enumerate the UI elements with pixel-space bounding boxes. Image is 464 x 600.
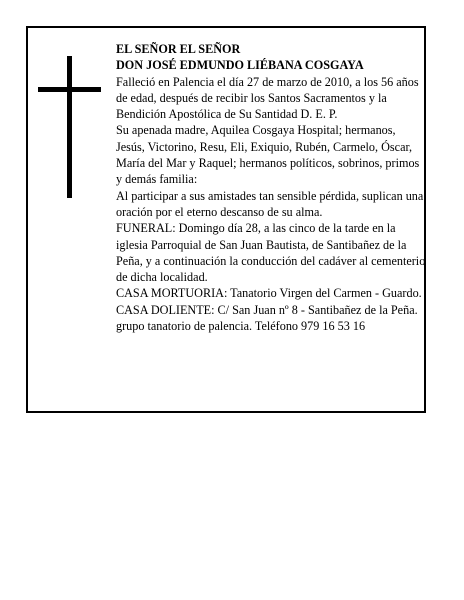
cross-icon [38,56,98,198]
cross-horizontal-bar [38,87,101,92]
prayer-request: Al participar a sus amistades tan sensible pérdida, suplican una oración por el eterno descanso de su alma. [116,188,424,219]
obituary-text [116,41,426,334]
obituary-notice [26,26,426,413]
death-announcement: Falleció en Palencia el día 27 de marzo de 2010, a los 56 años de edad, después de recibir los Santos Sacramentos y la Bendición Apostólica de Su Santidad D. E. P. [116,74,419,122]
family-list: Su apenada madre, Aquilea Cosgaya Hospital; hermanos, Jesús, Victorino, Resu, Eli, Exiquio, Rubén, Carmelo, Óscar, María del Mar y Raquel; hermanos políticos, sobrinos, primos y demás familia: [116,123,420,187]
heading-title: EL SEÑOR EL SEÑOR [116,42,241,56]
funeral-details: FUNERAL: Domingo día 28, a las cinco de la tarde en la iglesia Parroquial de San Juan Bautista, de Santibañez de la Peña, y a continuación la conducción del cadáver al cementerio de dicha localidad. [116,221,426,285]
contact-footer: grupo tanatorio de palencia. Teléfono 979 16 53 16 [116,319,366,334]
cross-vertical-bar [67,56,72,198]
deceased-name: DON JOSÉ EDMUNDO LIÉBANA COSGAYA [116,58,364,73]
family-home: CASA DOLIENTE: C/ San Juan nº 8 - Santibañez de la Peña. [116,302,418,317]
funeral-home: CASA MORTUORIA: Tanatorio Virgen del Carmen - Guardo. [116,286,422,301]
